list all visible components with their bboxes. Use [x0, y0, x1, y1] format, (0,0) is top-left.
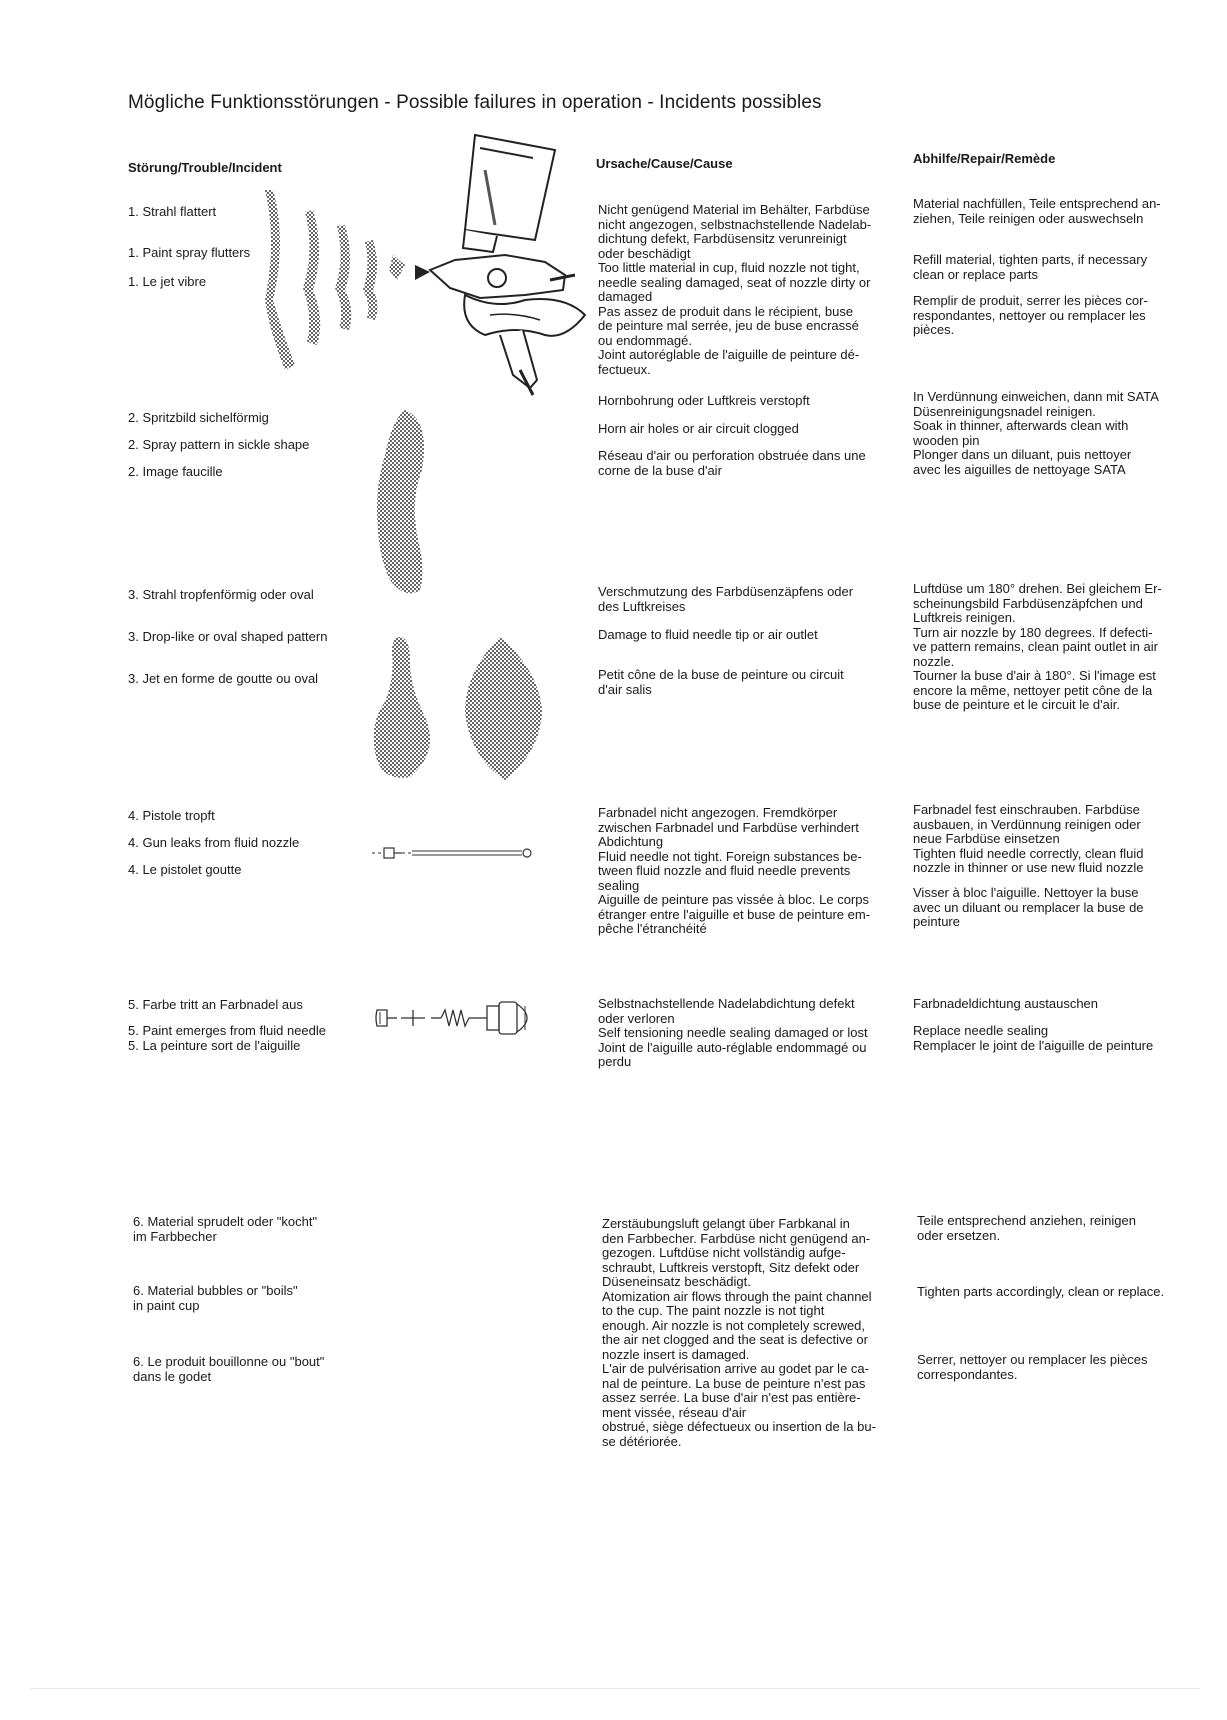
row4-cause: Farbnadel nicht angezogen. Fremdkörper zwischen Farbnadel und Farbdüse verhindert Abdichtung Fluid needle not tight. Foreign substances be- tween fluid nozzle and fluid needle prevents sealing Aiguille de peinture pas vissée à bloc. Le corps étranger entre l'aiguille et buse de peinture em- pêche l'étranchéité	[598, 805, 871, 936]
header-cause: Ursache/Cause/Cause	[596, 156, 733, 171]
row2-repair: In Verdünnung einweichen, dann mit SATA Düsenreinigungsnadel reinigen. Soak in thinner, afterwards clean with wooden pin Plonger dans un diluant, puis nettoyer avec les aiguilles de nettoyage SATA	[913, 389, 1159, 477]
row3-cause-fr: Petit cône de la buse de peinture ou circuit d'air salis	[598, 667, 844, 697]
row2-cause-fr: Réseau d'air ou perforation obstruée dans une corne de la buse d'air	[598, 448, 866, 478]
row5-repair-en-fr: Replace needle sealing Remplacer le joint de l'aiguille de peinture	[913, 1023, 1154, 1053]
row1-item-fr: 1. Le jet vibre	[128, 274, 207, 289]
row3-repair: Luftdüse um 180° drehen. Bei gleichem Er- scheinungsbild Farbdüsenzäpfchen und Luftkreis reinigen. Turn air nozzle by 180 degrees. If defecti- ve pattern remains, clean paint outlet in air nozzle. Tourner la buse d'air à 180°. Si l'image est encore la même, nettoyer petit cône de la buse de peinture et le circuit le d'air.	[913, 581, 1162, 712]
row2-item-fr: 2. Image faucille	[128, 464, 223, 479]
row3-cause-en: Damage to fluid needle tip or air outlet	[598, 627, 818, 642]
row3-cause-de: Verschmutzung des Farbdüsenzäpfens oder des Luftkreises	[598, 584, 854, 614]
needle-sealing-illustration	[375, 1000, 540, 1036]
header-trouble: Störung/Trouble/Incident	[128, 160, 282, 175]
row4-item-de: 4. Pistole tropft	[128, 808, 215, 823]
spray-gun-illustration	[265, 130, 595, 400]
row6-repair-de: Teile entsprechend anziehen, reinigen oder ersetzen.	[917, 1213, 1136, 1243]
row3-item-fr: 3. Jet en forme de goutte ou oval	[128, 671, 319, 686]
header-repair: Abhilfe/Repair/Remède	[913, 151, 1056, 166]
row5-item-en-fr: 5. Paint emerges from fluid needle 5. La peinture sort de l'aiguille	[128, 1023, 326, 1053]
row1-item-en: 1. Paint spray flutters	[128, 245, 251, 260]
row1-repair-en: Refill material, tighten parts, if necessary clean or replace parts	[913, 252, 1148, 282]
row1-repair-de: Material nachfüllen, Teile entsprechend an- ziehen, Teile reinigen oder auswechseln	[913, 196, 1161, 226]
sickle-pattern-illustration	[360, 410, 440, 595]
row3-item-de: 3. Strahl tropfenförmig oder oval	[128, 587, 314, 602]
row5-item-de: 5. Farbe tritt an Farbnadel aus	[128, 997, 303, 1012]
row4-repair-a: Farbnadel fest einschrauben. Farbdüse ausbauen, in Verdünnung reinigen oder neue Farbdüse einsetzen Tighten fluid needle correctly, clean fluid nozzle in thinner or use new fluid nozzle	[913, 802, 1144, 875]
row4-item-en: 4. Gun leaks from fluid nozzle	[128, 835, 300, 850]
row6-item-en: 6. Material bubbles or "boils" in paint cup	[133, 1283, 298, 1313]
row6-repair-en: Tighten parts accordingly, clean or replace.	[917, 1284, 1165, 1299]
scan-border-line	[30, 1688, 1200, 1689]
drop-oval-pattern-illustration	[370, 632, 560, 782]
row4-item-fr: 4. Le pistolet goutte	[128, 862, 242, 877]
row2-item-en: 2. Spray pattern in sickle shape	[128, 437, 310, 452]
row2-cause-de: Hornbohrung oder Luftkreis verstopft	[598, 393, 810, 408]
fluid-needle-illustration	[372, 845, 537, 861]
row5-cause: Selbstnachstellende Nadelabdichtung defekt oder verloren Self tensioning needle sealing damaged or lost Joint de l'aiguille auto-réglable endommagé ou perdu	[598, 996, 868, 1069]
row1-item-de: 1. Strahl flattert	[128, 204, 217, 219]
row5-repair-de: Farbnadeldichtung austauschen	[913, 996, 1099, 1011]
row1-cause: Nicht genügend Material im Behälter, Farbdüse nicht angezogen, selbstnachstellende Nadelab- dichtung defekt, Farbdüsensitz verunreinigt oder beschädigt Too little material in cup, fluid nozzle not tight, needle sealing damaged, seat of nozzle dirty or damaged Pas assez de produit dans le récipient, buse de peinture mal serrée, jeu de buse encrassé ou endommagé. Joint autoréglable de l'aiguille de peinture dé- fectueux.	[598, 202, 872, 377]
row6-cause: Zerstäubungsluft gelangt über Farbkanal in den Farbbecher. Farbdüse nicht genügend an- gezogen. Luftdüse nicht vollständig aufge- schraubt, Luftkreis verstopft, Sitz defekt oder Düseneinsatz beschädigt. Atomization air flows through the paint channel to the cup. The paint nozzle is not tight enough. Air nozzle is not completely screwed, the air net clogged and the seat is defective or nozzle insert is damaged. L'air de pulvérisation arrive au godet par le ca- nal de peinture. La buse de peinture n'est pas assez serrée. La buse d'air n'est pas entière- ment vissée, réseau d'air obstrué, siège défectueux ou insertion de la bu- se détériorée.	[602, 1216, 876, 1449]
row1-repair-fr: Remplir de produit, serrer les pièces cor- respondantes, nettoyer ou remplacer les pièces.	[913, 293, 1148, 337]
row2-cause-en: Horn air holes or air circuit clogged	[598, 421, 799, 436]
page-title: Mögliche Funktionsstörungen - Possible failures in operation - Incidents possibles	[128, 92, 822, 113]
row4-repair-b: Visser à bloc l'aiguille. Nettoyer la buse avec un diluant ou remplacer la buse de peinture	[913, 885, 1144, 929]
row3-item-en: 3. Drop-like or oval shaped pattern	[128, 629, 328, 644]
row6-item-de: 6. Material sprudelt oder "kocht" im Farbbecher	[133, 1214, 318, 1244]
row6-repair-fr: Serrer, nettoyer ou remplacer les pièces correspondantes.	[917, 1352, 1148, 1382]
row2-item-de: 2. Spritzbild sichelförmig	[128, 410, 269, 425]
row6-item-fr: 6. Le produit bouillonne ou "bout" dans le godet	[133, 1354, 325, 1384]
